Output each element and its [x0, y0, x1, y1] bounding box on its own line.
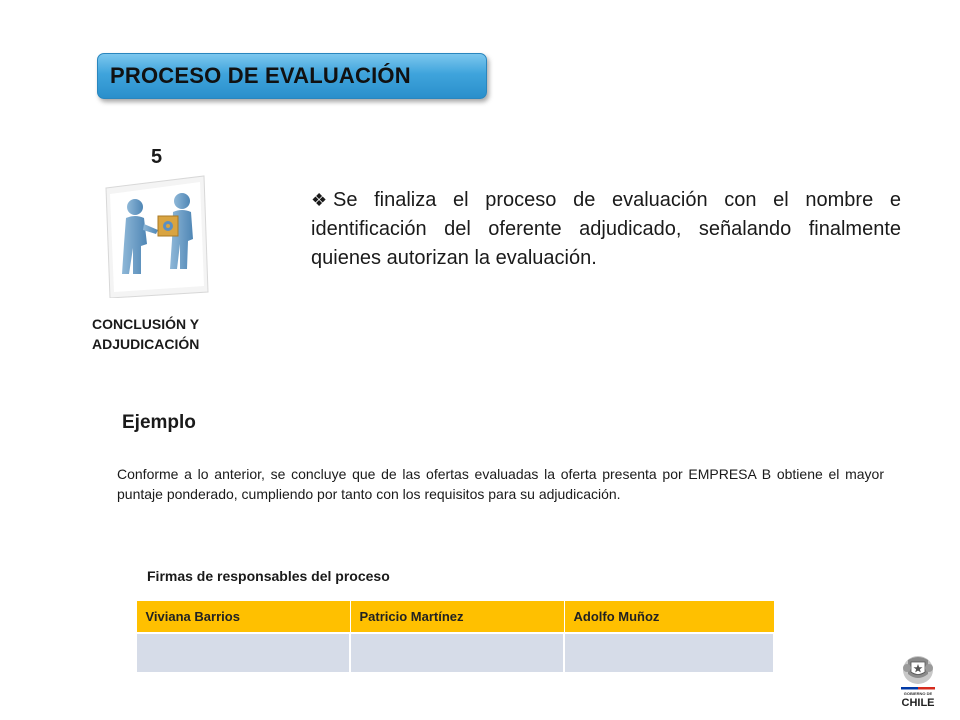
signatures-heading: Firmas de responsables del proceso	[147, 568, 390, 584]
chile-coat-of-arms-icon	[893, 650, 943, 712]
logo-top-text: GOBIERNO DE	[903, 691, 933, 696]
table-header-cell: Patricio Martínez	[350, 601, 564, 634]
page-title: PROCESO DE EVALUACIÓN	[110, 63, 411, 88]
example-paragraph: Conforme a lo anterior, se concluye que de las ofertas evaluadas la oferta presenta por EMPRESA B obtiene el mayor puntaje ponderado, cumpliendo por tanto con los requisitos para su adjudicación.	[117, 466, 884, 502]
bullet-paragraph	[311, 186, 901, 273]
meeting-people-icon	[100, 174, 212, 298]
step-label-line1: CONCLUSIÓN Y	[92, 316, 200, 332]
title-banner	[97, 53, 487, 99]
signatures-table	[135, 600, 775, 674]
step-label-line2: ADJUDICACIÓN	[92, 336, 200, 352]
table-header-cell: Viviana Barrios	[136, 601, 350, 634]
table-header-row	[136, 601, 774, 634]
table-header-cell: Adolfo Muñoz	[564, 601, 774, 634]
signature-cell	[564, 633, 774, 673]
step-label	[92, 314, 199, 354]
example-heading: Ejemplo	[122, 412, 196, 433]
bullet-text: Se finaliza el proceso de evaluación con el nombre e identificación del oferente adjudicado, señalando finalmente quienes autorizan la evaluación.	[311, 189, 901, 269]
signature-cell	[350, 633, 564, 673]
table-row	[136, 633, 774, 673]
logo-name: CHILE	[901, 697, 935, 709]
step-number: 5	[151, 146, 163, 168]
diamond-bullet-icon: ❖	[311, 190, 328, 210]
signature-cell	[136, 633, 350, 673]
